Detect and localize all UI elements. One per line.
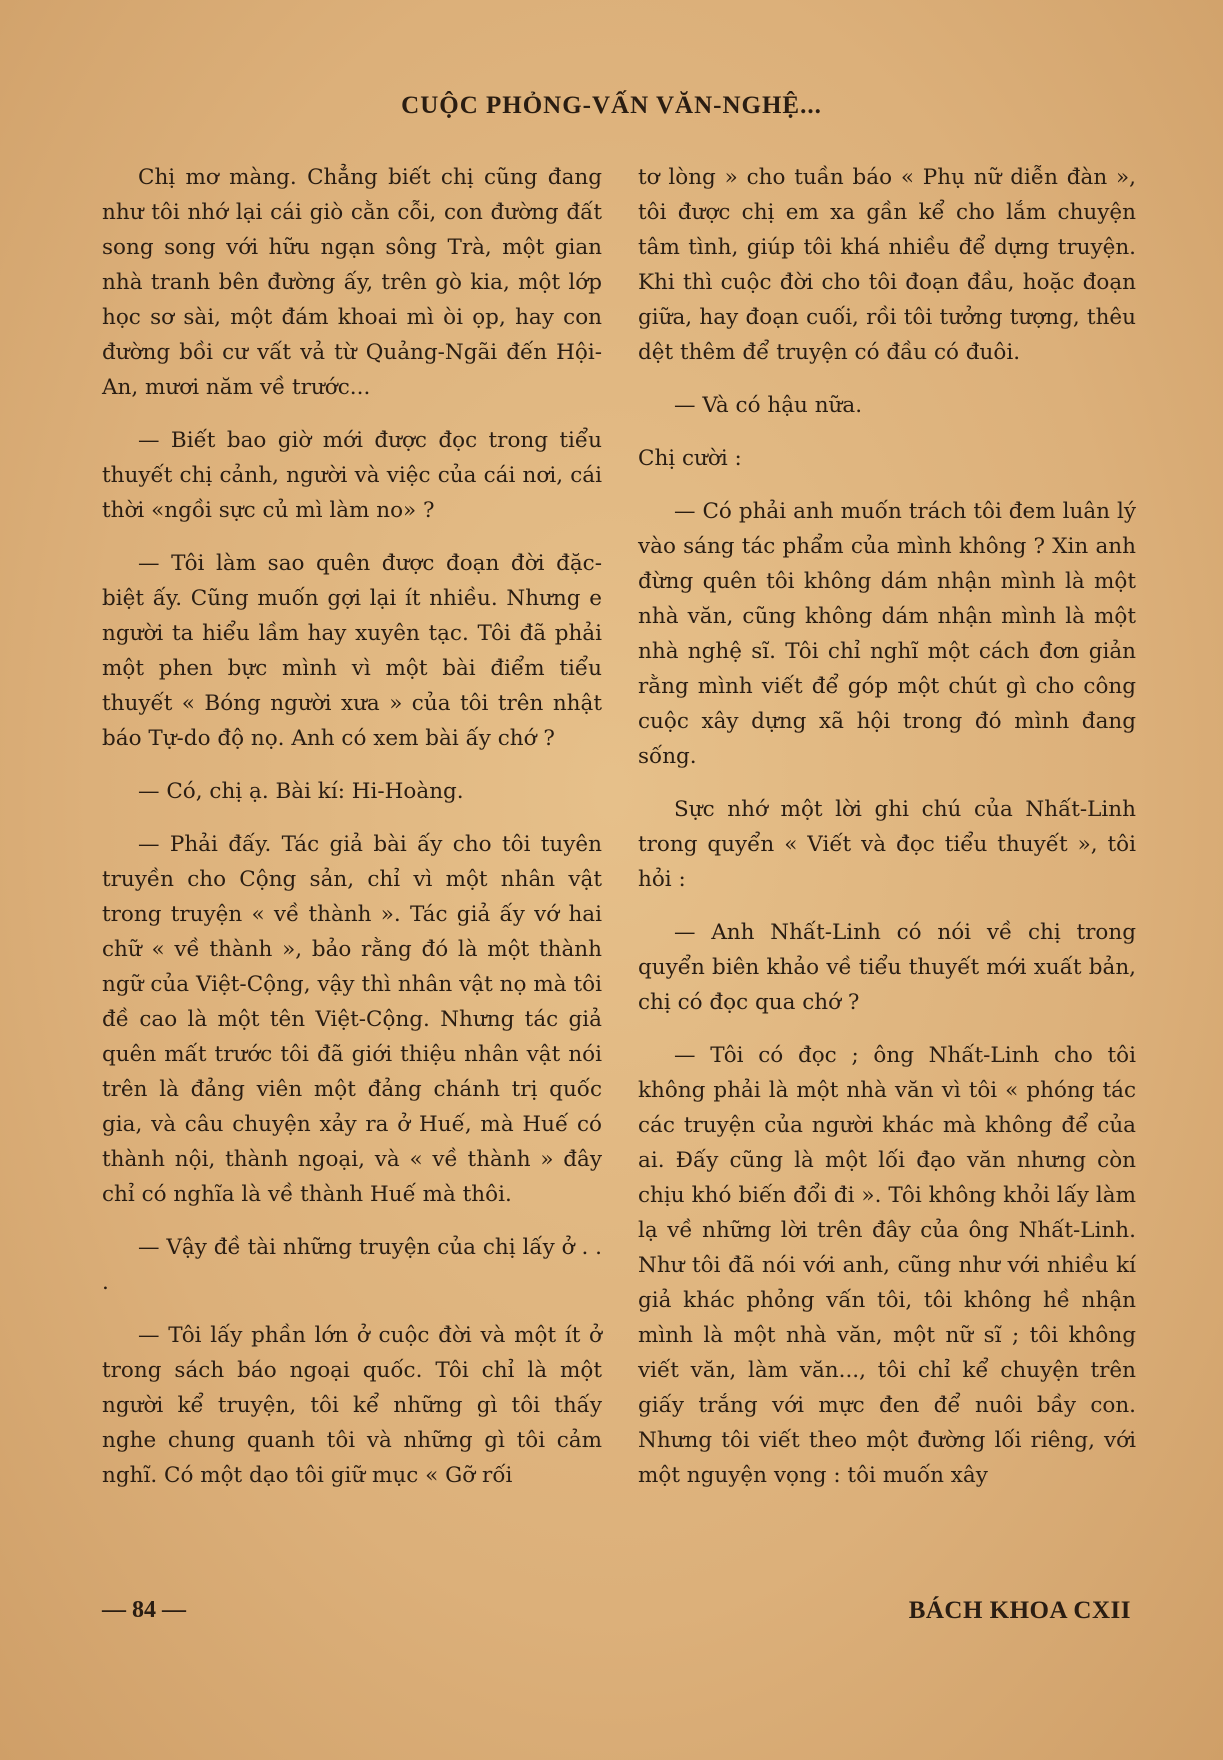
paragraph: — Tôi lấy phần lớn ở cuộc đời và một ít ở trong sách báo ngoại quốc. Tôi chỉ là một người kể truyện, tôi kể những gì tôi thấy nghe chung quanh tôi và những gì tôi cảm nghĩ. Có một dạo tôi giữ mục « Gỡ rối (102, 1323, 602, 1488)
paragraph: Chị mơ màng. Chẳng biết chị cũng đang như tôi nhớ lại cái giò cằn cỗi, con đường đất song song với hữu ngạn sông Trà, một gian nhà tranh bên đường ấy, trên gò kia, một lớp học sơ sài, một đám khoai mì òi ọp, hay con đường bồi cư vất vả từ Quảng-Ngãi đến Hội-An, mươi năm về trước... (102, 165, 602, 400)
paragraph: — Tôi có đọc ; ông Nhất-Linh cho tôi không phải là một nhà văn vì tôi « phóng tác các truyện của người khác mà không để của ai. Đấy cũng là một lối đạo văn nhưng còn chịu khó biến đổi đi ». Tôi không khỏi lấy làm lạ về những lời trên đây của ông Nhất-Linh. Như tôi đã nói với anh, cũng như với nhiều kí giả khác phỏng vấn tôi, tôi không hề nhận mình là một nhà văn, một nữ sĩ ; tôi không viết văn, làm văn..., tôi chỉ kể chuyện trên giấy trắng với mực đen để nuôi bầy con. Nhưng tôi viết theo một đường lối riêng, với một nguyện vọng : tôi muốn xây (638, 1043, 1136, 1488)
paragraph: — Vậy đề tài những truyện của chị lấy ở . . . (102, 1235, 602, 1295)
paragraph: — Phải đấy. Tác giả bài ấy cho tôi tuyên truyền cho Cộng sản, chỉ vì một nhân vật trong truyện « về thành ». Tác giả ấy vớ hai chữ « về thành », bảo rằng đó là một thành ngữ của Việt-Cộng, vậy thì nhân vật nọ mà tôi đề cao là một tên Việt-Cộng. Nhưng tác giả quên mất trước tôi đã giới thiệu nhân vật nói trên là đảng viên một đảng chánh trị quốc gia, và câu chuyện xảy ra ở Huế, mà Huế có thành nội, thành ngoại, và « về thành » đây chỉ có nghĩa là về thành Huế mà thôi. (102, 832, 602, 1207)
paragraph: — Anh Nhất-Linh có nói về chị trong quyển biên khảo về tiểu thuyết mới xuất bản, chị có đọc qua chớ ? (638, 920, 1136, 1015)
publication-name: BÁCH KHOA CXII (908, 1597, 1131, 1624)
paragraph: — Biết bao giờ mới được đọc trong tiểu thuyết chị cảnh, người và việc của cái nơi, cái thời «ngồi sực củ mì làm no» ? (102, 428, 602, 523)
paragraph: Sực nhớ một lời ghi chú của Nhất-Linh trong quyển « Viết và đọc tiểu thuyết », tôi hỏi : (638, 797, 1136, 892)
paragraph: Chị cười : (638, 446, 742, 471)
page-number: — 84 — (102, 1597, 186, 1623)
left-column (102, 160, 602, 1511)
paragraph: — Có, chị ạ. Bài kí: Hi-Hoàng. (138, 779, 464, 804)
paragraph: — Và có hậu nữa. (674, 393, 863, 418)
paragraph: — Tôi làm sao quên được đoạn đời đặc-biệt ấy. Cũng muốn gợi lại ít nhiều. Nhưng e người ta hiểu lầm hay xuyên tạc. Tôi đã phải một phen bực mình vì một bài điểm tiểu thuyết « Bóng người xưa » của tôi trên nhật báo Tự-do độ nọ. Anh có xem bài ấy chớ ? (102, 551, 602, 751)
paragraph: — Có phải anh muốn trách tôi đem luân lý vào sáng tác phẩm của mình không ? Xin anh đừng quên tôi không dám nhận mình là một nhà văn, cũng không dám nhận mình là một nhà nghệ sĩ. Tôi chỉ nghĩ một cách đơn giản rằng mình viết để góp một chút gì cho công cuộc xây dựng xã hội trong đó mình đang sống. (638, 499, 1136, 769)
running-header: CUỘC PHỎNG-VẤN VĂN-NGHỆ... (401, 92, 822, 119)
paragraph: tơ lòng » cho tuần báo « Phụ nữ diễn đàn », tôi được chị em xa gần kể cho lắm chuyện tâm tình, giúp tôi khá nhiều để dựng truyện. Khi thì cuộc đời cho tôi đoạn đầu, hoặc đoạn giữa, hay đoạn cuối, rồi tôi tưởng tượng, thêu dệt thêm để truyện có đầu có đuôi. (638, 165, 1136, 365)
right-column (638, 160, 1136, 1511)
